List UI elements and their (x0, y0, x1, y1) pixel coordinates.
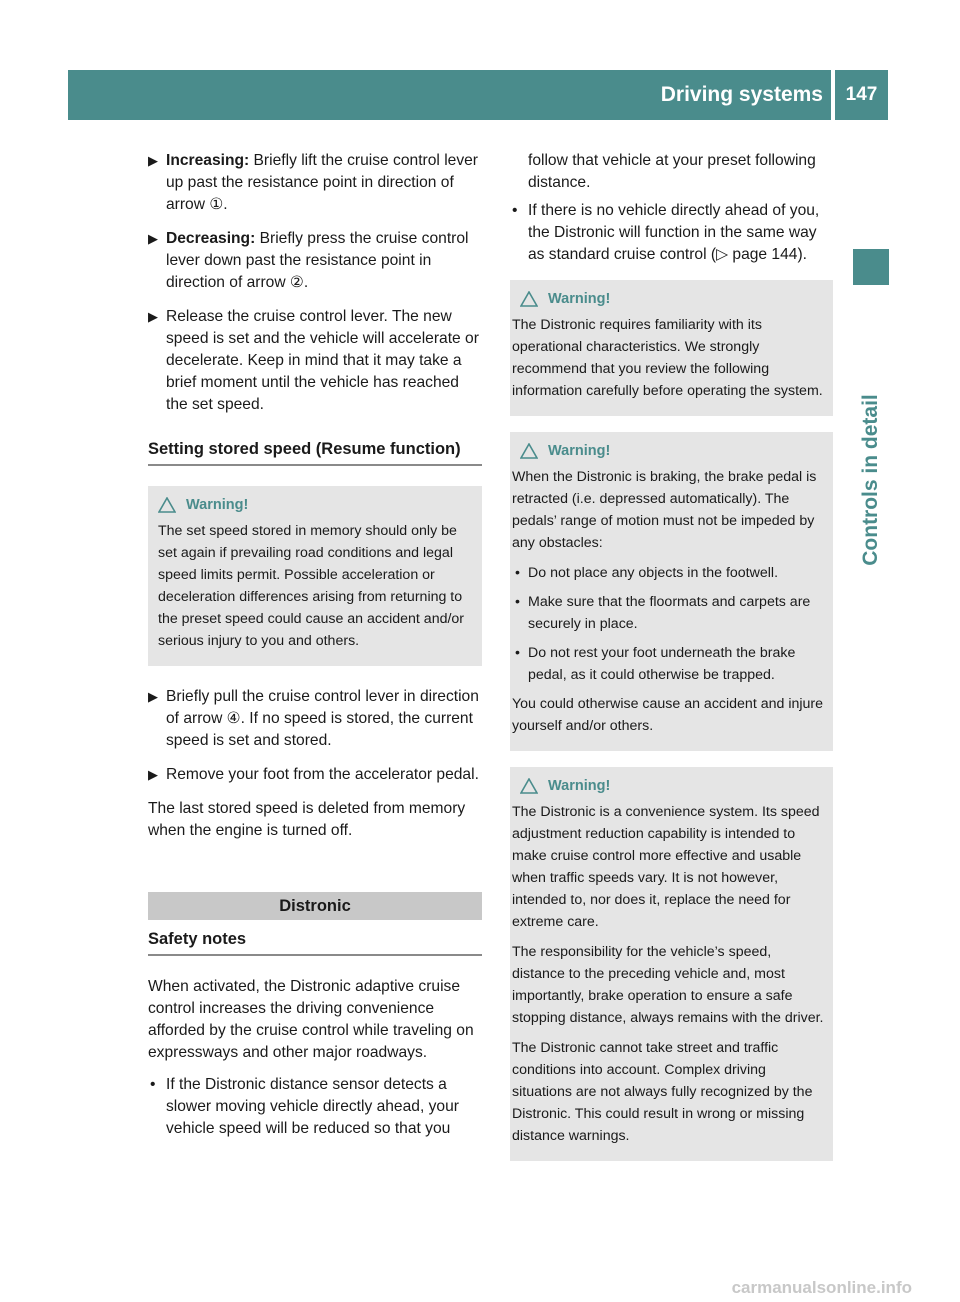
warning-title: Warning! (548, 443, 611, 459)
warning-box (510, 280, 833, 416)
step-text: Release the cruise control lever. The new speed is set and the vehicle will accelerate or decelerate. Keep in mind that it may take a brief moment until the vehicle has reached the set speed. (166, 308, 479, 413)
step-text: Briefly lift the cruise control lever up past the resistance point in direction of arrow ①. (166, 152, 478, 213)
footer (0, 1278, 960, 1298)
bullet-dot-icon: • (515, 565, 520, 581)
paragraph-intro: When activated, the Distronic adaptive cruise control increases the driving convenience afforded by the cruise control while traveling on expressways and other major roadways. (148, 978, 474, 1061)
section-heading-distronic: Distronic (148, 892, 482, 920)
bullet-text: Do not rest your foot underneath the brake pedal, as it could otherwise be trapped. (528, 645, 796, 683)
bullet-text: Do not place any objects in the footwell. (528, 565, 779, 581)
step-text: Briefly press the cruise control lever down past the resistance point in direction of arrow ②. (166, 230, 469, 291)
bullet-item (148, 1074, 482, 1140)
warning-triangle-icon (520, 291, 538, 307)
watermark: carmanualsonline.info (731, 1278, 912, 1297)
subheading-safety: Safety notes (148, 928, 482, 956)
right-column (510, 150, 833, 1177)
step-label: Decreasing: (166, 230, 256, 247)
bullet-text: If the Distronic distance sensor detects a slower moving vehicle directly ahead, your vehicle speed will be reduced so that you (166, 1076, 459, 1137)
warning-text: When the Distronic is braking, the brake pedal is retracted (i.e. depressed automatically). The pedals’ range of motion must not be impeded by any obstacles: (512, 469, 817, 551)
warning-text: The set speed stored in memory should only be set again if prevailing road conditions and legal speed limits permit. Possible acceleration or deceleration differences arising from returning to the preset speed could cause an accident and/or serious injury to you and others. (158, 523, 465, 649)
step-arrow-icon: ▶ (148, 689, 158, 704)
warning-title: Warning! (548, 778, 611, 794)
warning-triangle-icon (158, 497, 176, 513)
warning-title: Warning! (548, 291, 611, 307)
step-arrow-icon: ▶ (148, 309, 158, 324)
warning-text: The Distronic cannot take street and traffic conditions into account. Complex driving situations are not always fully recognized by the Distronic. This could result in wrong or missing distance warnings. (512, 1040, 813, 1144)
warning-box (148, 486, 482, 666)
warning-text: The responsibility for the vehicle’s speed, distance to the preceding vehicle and, most importantly, brake operation to ensure a safe stopping distance, always remains with the driver. (512, 944, 824, 1026)
step-arrow-icon: ▶ (148, 153, 158, 168)
step-text: Briefly pull the cruise control lever in direction of arrow ④. If no speed is stored, the current speed is set and stored. (166, 688, 479, 749)
warning-header (512, 288, 827, 310)
step-arrow-icon: ▶ (148, 231, 158, 246)
instruction-step (148, 150, 482, 216)
step-text: Remove your foot from the accelerator pedal. (166, 766, 479, 783)
instruction-step (148, 306, 482, 416)
section-title: Driving systems (660, 83, 823, 106)
bullet-continuation (510, 150, 833, 194)
side-tab-marker (853, 249, 889, 285)
warning-header (512, 775, 827, 797)
bullet-dot-icon: • (515, 645, 520, 661)
subheading-resume: Setting stored speed (Resume function) (148, 438, 482, 466)
page-number: 147 (845, 84, 878, 105)
step-label: Increasing: (166, 152, 250, 169)
bullet-text: If there is no vehicle directly ahead of you, the Distronic will function in the same way as standard cruise control (▷ page 144). (528, 202, 820, 263)
bullet-text: follow that vehicle at your preset following distance. (528, 152, 816, 191)
bullet-dot-icon: • (512, 202, 518, 219)
warning-text: The Distronic requires familiarity with its operational characteristics. We strongly recommend that you review the following information carefully before operating the system. (512, 317, 823, 399)
bullet-dot-icon: • (515, 594, 520, 610)
warning-text: The Distronic is a convenience system. Its speed adjustment reduction capability is intended to make cruise control more effective and usable when traffic speeds vary. It is not however, intended to, nor does it, replace the need for extreme care. (512, 804, 820, 930)
left-column (148, 150, 482, 1150)
warning-bullet (512, 562, 827, 584)
instruction-step (148, 686, 482, 752)
warning-box (510, 767, 833, 1161)
page-header (68, 70, 888, 120)
instruction-step (148, 228, 482, 294)
warning-header (512, 440, 827, 462)
side-tab-label: Controls in detail (859, 394, 882, 566)
warning-header (150, 494, 476, 516)
warning-bullet (512, 642, 827, 686)
bullet-text: Make sure that the floormats and carpets are securely in place. (528, 594, 811, 632)
bullet-item (510, 200, 833, 266)
warning-box (510, 432, 833, 751)
warning-bullet (512, 591, 827, 635)
warning-text: You could otherwise cause an accident and injure yourself and/or others. (512, 696, 824, 734)
step-arrow-icon: ▶ (148, 767, 158, 782)
warning-triangle-icon (520, 778, 538, 794)
paragraph-last-speed: The last stored speed is deleted from memory when the engine is turned off. (148, 800, 466, 839)
warning-title: Warning! (186, 497, 249, 513)
instruction-step (148, 764, 482, 786)
warning-triangle-icon (520, 443, 538, 459)
bullet-dot-icon: • (150, 1076, 156, 1093)
